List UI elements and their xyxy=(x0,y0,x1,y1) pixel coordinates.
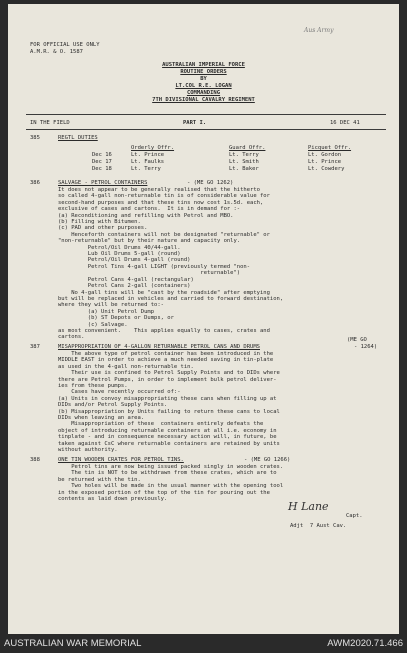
body-line: in the exposed portion of the top of the tin for pouring out the xyxy=(58,489,270,496)
body-line: The above type of petrol container has been introduced in the xyxy=(58,351,274,357)
section-ref-387: - 1264) xyxy=(354,344,378,350)
body-line: Petrol tins are now being issued packed singly in wooden crates. xyxy=(58,464,284,470)
section-ref-top-387: (ME GO xyxy=(347,337,367,343)
duty-date: Dec 17 xyxy=(92,159,112,165)
section-heading-387: MISAPPROPRIATION OF 4-GALLON RETURNABLE PETROL CANS AND DRUMS xyxy=(58,344,260,350)
body-line: Petrol Tins 4-gall LIGHT (previously termed "non- xyxy=(58,263,251,270)
title-line-5: COMMANDING xyxy=(186,90,221,96)
body-line: Petrol Cans 4-gall (rectangular) xyxy=(58,276,194,283)
body-line: Two holes will be made in the usual manner with the opening tool xyxy=(58,483,284,490)
duty-picquet: Lt. Gordon xyxy=(308,152,342,158)
location: IN THE FIELD xyxy=(30,120,70,126)
body-line: "non-returnable" but by their nature and capacity only. xyxy=(58,238,241,245)
body-line: object of introducing returnable containers at all i.e. economy in xyxy=(58,427,277,434)
body-line: (a) Units in convoy misappropriating these cans when filling up at xyxy=(58,395,277,402)
body-line: (b) Misappropriation by Units failing to return these cans to local xyxy=(58,408,280,415)
body-line: (c) Salvage. xyxy=(58,321,128,328)
body-line: be returned with the tin. xyxy=(58,476,141,483)
body-line: second-hand purposes and that these tins now cost 1s.5d. each, xyxy=(58,199,264,206)
duty-guard: Lt. Smith xyxy=(229,159,259,165)
part-label: PART I. xyxy=(183,120,207,126)
section-number-388: 388 xyxy=(30,457,40,463)
order-date: 16 DEC 41 xyxy=(330,120,360,126)
classification: FOR OFFICIAL USE ONLY xyxy=(30,42,100,48)
section-heading-386: SALVAGE - PETROL CONTAINERS xyxy=(58,180,148,186)
section-number-386: 386 xyxy=(30,180,40,186)
body-line: but will be replaced in vehicles and carried to forward destination, xyxy=(58,295,284,302)
handwritten-note: Aus Army xyxy=(304,27,334,34)
body-line: Henceforth containers will not be designated "returnable" or xyxy=(58,231,270,238)
body-line: ies from these pumps. xyxy=(58,383,128,390)
body-line: (a) Unit Petrol Dump xyxy=(58,308,155,315)
body-line: The tin is NOT to be withdrawn from these crates, which are to xyxy=(58,470,277,477)
footer-institution: AUSTRALIAN WAR MEMORIAL xyxy=(4,638,142,649)
duty-date: Dec 16 xyxy=(92,152,112,158)
section-ref-388: - (ME GO 1266) xyxy=(244,457,291,463)
divider-bottom xyxy=(26,129,386,130)
duty-picquet: Lt. Cowdery xyxy=(308,166,345,172)
body-line: (c) PAD and other purposes. xyxy=(58,225,148,232)
section-ref-386: - (ME GO 1262) xyxy=(187,180,234,186)
body-line: MIDDLE EAST in order to achieve a much needed saving in tin-plate xyxy=(58,357,274,364)
body-line: there are Petrol Pumps, in order to implement bulk petrol deliver- xyxy=(58,376,277,383)
duty-orderly: Lt. Terry xyxy=(131,166,161,172)
section-heading-388: ONE TIN WOODEN CRATES FOR PETROL TINS. xyxy=(58,457,184,463)
body-line: (b) Filling with Bitumen. xyxy=(58,219,141,226)
duty-guard: Lt. Baker xyxy=(229,166,259,172)
body-line: Petrol Cans 2-gall (containers) xyxy=(58,283,191,290)
duty-date: Dec 18 xyxy=(92,166,112,172)
body-line: It does not appear to be generally realised that the hitherto xyxy=(58,187,260,193)
body-line: exclusive of cases and cartons. It is in demand for :- xyxy=(58,206,241,213)
section-body-387 xyxy=(58,351,280,454)
body-line: where they will be returned to:- xyxy=(58,302,164,309)
reference-number: A.M.R. & O. 1587 xyxy=(30,49,83,55)
body-line: tinplate - and in consequence necessary action will, in future, be xyxy=(58,434,277,441)
body-line: as used in the 4-gall non-returnable tin. xyxy=(58,363,194,370)
body-line: Misappropriation of these containers entirely defeats the xyxy=(58,421,264,428)
body-line: (b) ST Depots or Dumps, or xyxy=(58,315,174,322)
body-line: DIDs when leaving an area. xyxy=(58,415,145,422)
handwritten-signature: H Lane xyxy=(288,500,329,513)
section-number-387: 387 xyxy=(30,344,40,350)
duty-orderly: Lt. Prince xyxy=(131,152,165,158)
body-line: Their use is confined to Petrol Supply Points and to DIDs where xyxy=(58,370,280,377)
col-head-orderly: Orderly Offr. xyxy=(131,145,175,151)
document-page xyxy=(8,4,399,634)
body-line: DIDs and/or Petrol Supply Points. xyxy=(58,402,168,409)
body-line: taken against CsC where returnable containers are retained by units xyxy=(58,440,280,447)
body-line: Petrol/Oil Drums 40/44-gall. xyxy=(58,244,181,251)
footer-accession: AWM2020.71.466 xyxy=(327,638,403,649)
body-line: (a) Reconditioning and refilling with Petrol and MBO. xyxy=(58,212,234,219)
section-number-385: 385 xyxy=(30,135,40,141)
body-line: No 4-gall tins will be "cast by the roadside" after emptying xyxy=(58,289,270,296)
body-line: Petrol/Oil Drums 4-gall (round) xyxy=(58,257,191,264)
title-line-3: BY xyxy=(200,76,207,82)
signature-appointment: Adjt 7 Aust Cav. xyxy=(290,523,347,529)
body-line: as most convenient. This applies equally to cases, crates and xyxy=(58,327,270,334)
signature-rank: Capt. xyxy=(346,513,363,519)
duty-picquet: Lt. Prince xyxy=(308,159,342,165)
title-line-4: LT.COL R.E. LOGAN xyxy=(175,83,232,89)
body-line: contents as laid down previously. xyxy=(58,496,168,503)
body-line: cartons. xyxy=(58,334,85,341)
divider-top xyxy=(26,114,386,115)
title-line-6: 7TH DIVISIONAL CAVALRY REGIMENT xyxy=(152,97,255,103)
duty-orderly: Lt. Faulks xyxy=(131,159,165,165)
body-line: Lub Oil Drums 5-gall (round) xyxy=(58,251,181,258)
body-line: Cases have recently occurred of:- xyxy=(58,389,181,396)
section-body-388 xyxy=(58,464,283,502)
col-head-picquet: Picquet Offr. xyxy=(308,145,352,151)
body-line: without authority. xyxy=(58,447,118,454)
section-body-386 xyxy=(58,187,283,341)
duty-guard: Lt. Terry xyxy=(229,152,259,158)
section-heading-385: REGTL DUTIES xyxy=(58,135,98,141)
body-line: so called 4-gall non-returnable tin is of considerable value for xyxy=(58,193,270,200)
body-line: returnable") xyxy=(58,270,241,277)
col-head-guard: Guard Offr. xyxy=(229,145,266,151)
title-line-1: AUSTRALIAN IMPERIAL FORCE xyxy=(162,62,245,68)
title-line-2: ROUTINE ORDERS xyxy=(180,69,227,75)
